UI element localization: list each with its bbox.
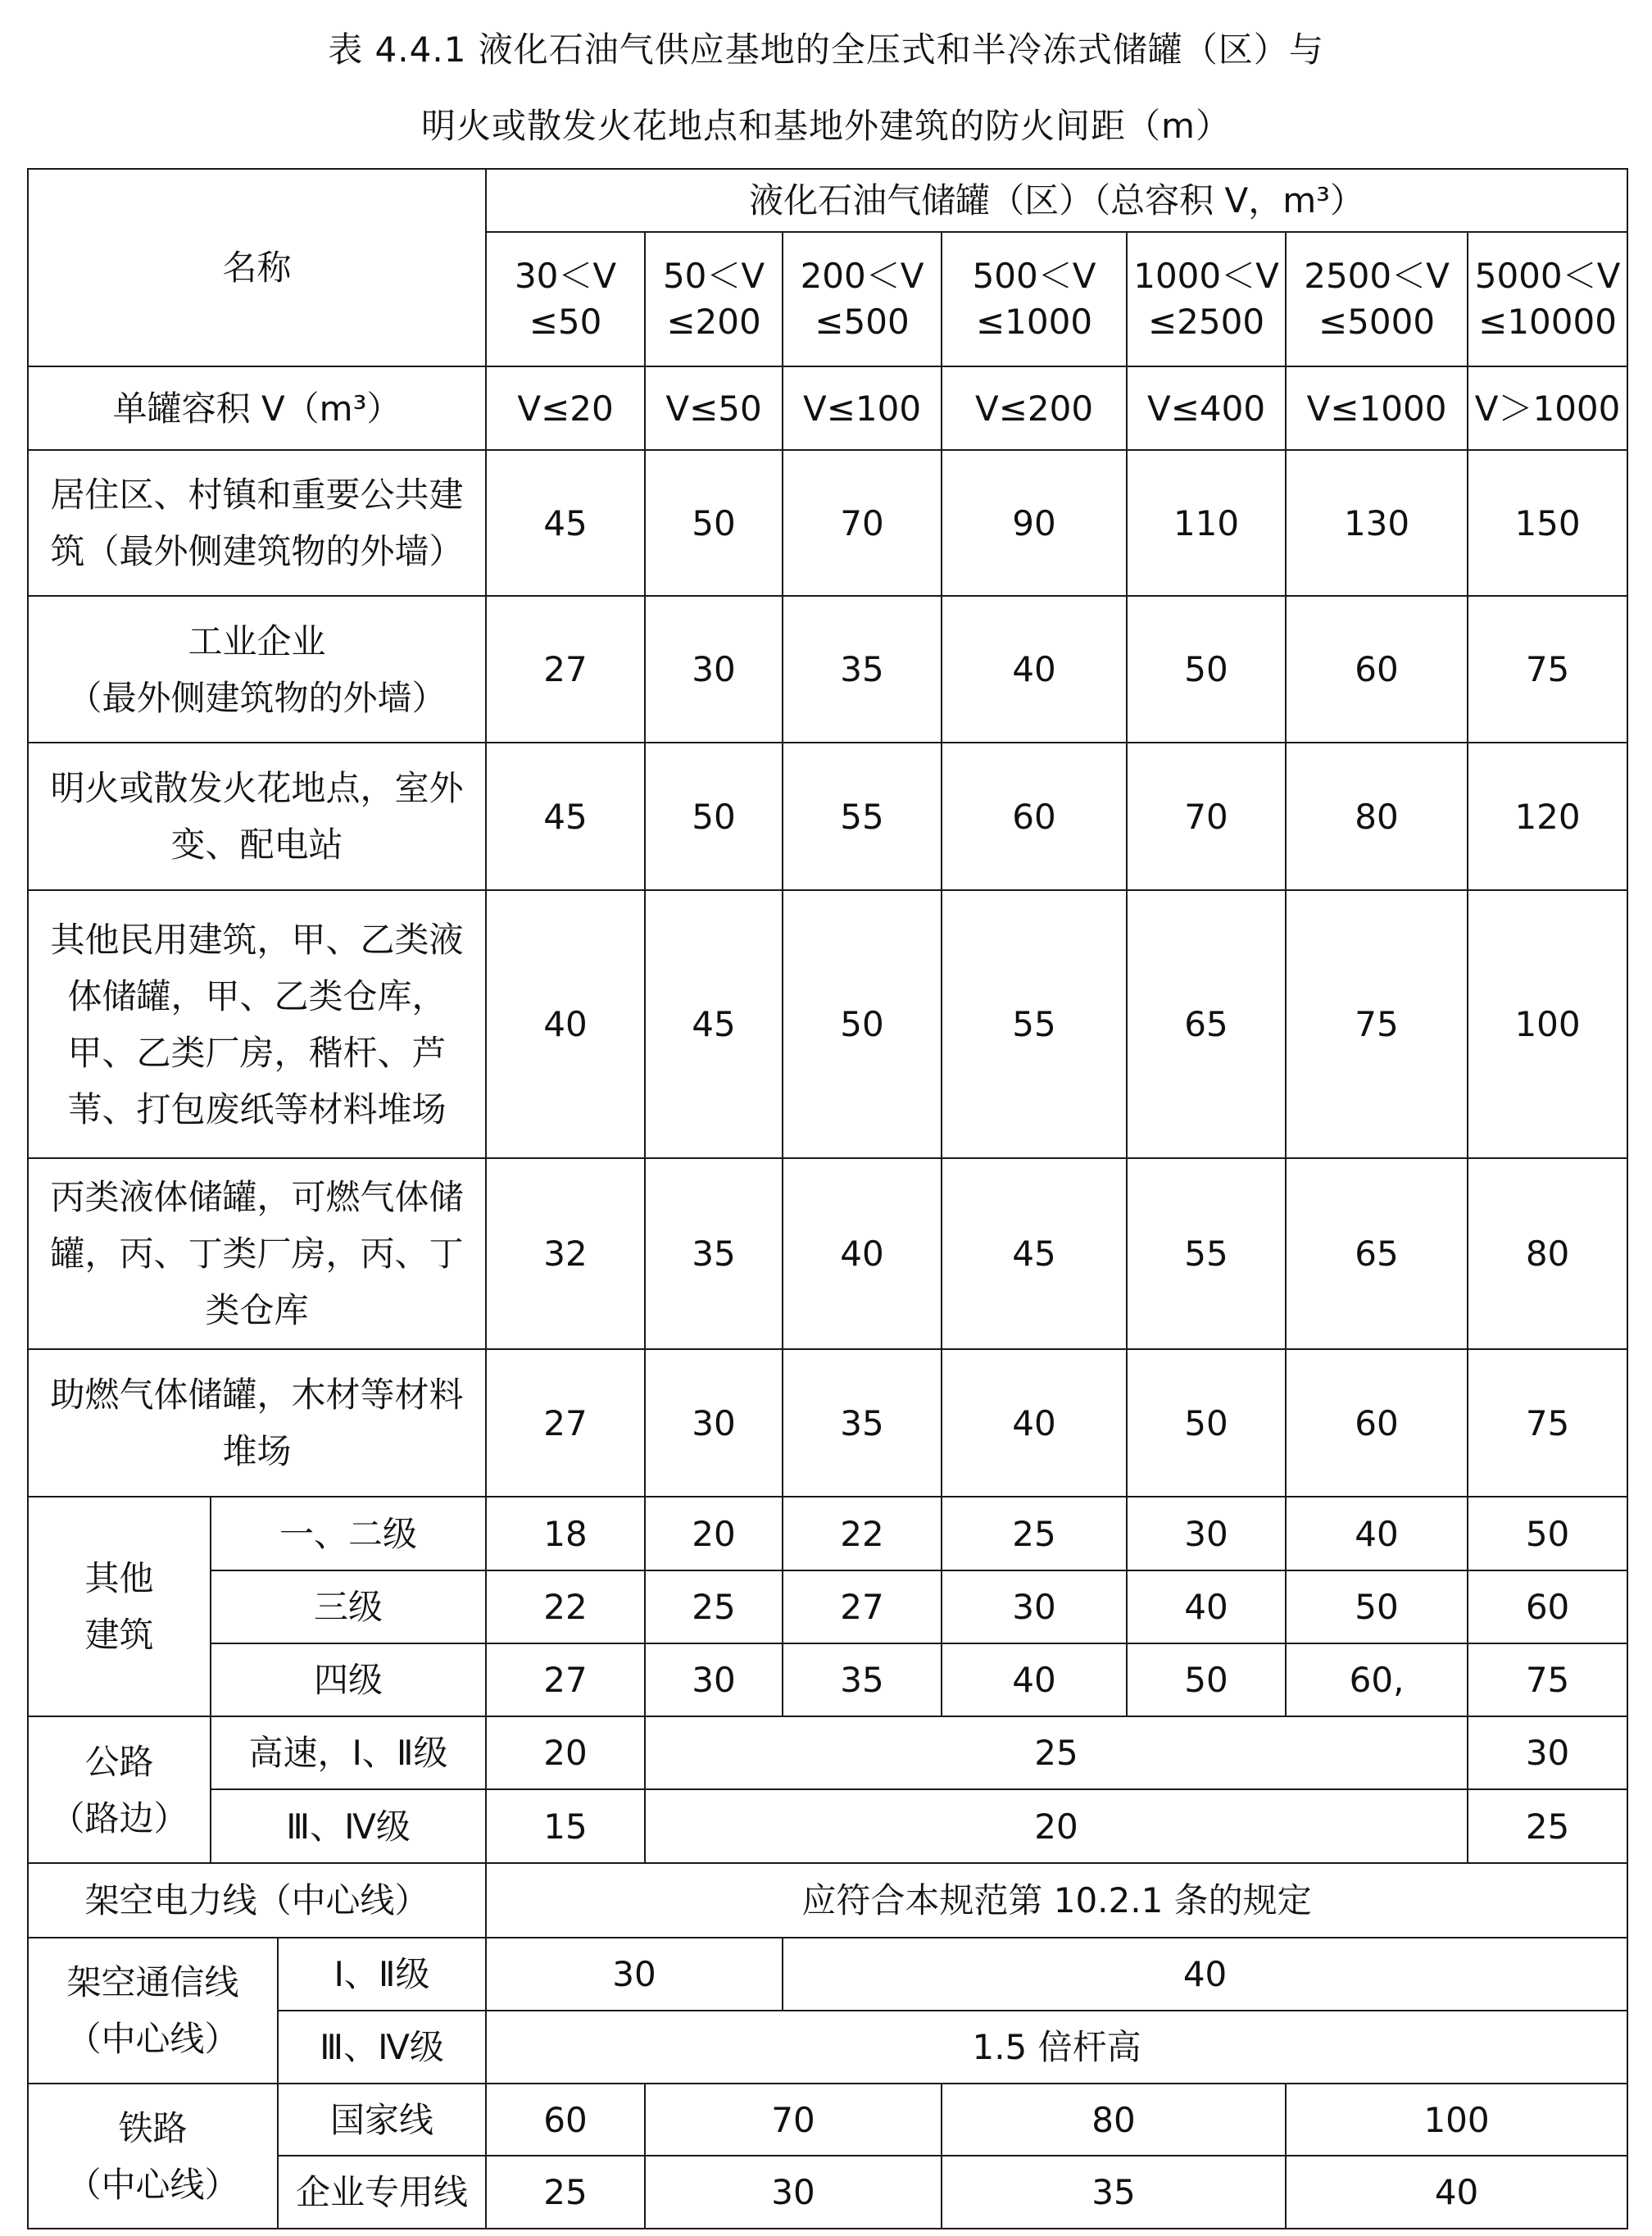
fire-spacing-table: [27, 168, 1628, 2229]
range-cell: 5000＜V ≤10000: [1468, 232, 1627, 366]
value-cell: 25: [645, 1570, 783, 1643]
row-label: 单罐容积 V（m³）: [28, 366, 486, 450]
value-cell-merged: 30: [486, 1938, 783, 2011]
value-cell: 80: [1468, 1158, 1627, 1349]
value-cell: 55: [783, 743, 942, 890]
value-cell: 60: [1468, 1570, 1627, 1643]
value-cell: 27: [486, 1643, 645, 1716]
value-cell: 130: [1286, 450, 1468, 596]
row-other-buildings-grade-4: [28, 1643, 1627, 1716]
value-cell: 50: [1286, 1570, 1468, 1643]
value-cell-merged: 80: [942, 2084, 1286, 2156]
header-name-cell: 名称: [28, 169, 486, 366]
value-cell: V≤20: [486, 366, 645, 450]
row-group-label: 架空通信线 （中心线）: [28, 1938, 278, 2084]
value-cell: 60,: [1286, 1643, 1468, 1716]
value-cell: 60: [1286, 596, 1468, 743]
value-cell-merged: 35: [942, 2156, 1286, 2229]
value-cell: V≤1000: [1286, 366, 1468, 450]
value-cell: 22: [783, 1497, 942, 1570]
row-label: 架空电力线（中心线）: [28, 1863, 486, 1938]
value-cell: 90: [942, 450, 1127, 596]
value-cell-merged: 应符合本规范第 10.2.1 条的规定: [486, 1863, 1627, 1938]
value-cell: 50: [1127, 1643, 1286, 1716]
value-cell: 40: [942, 1643, 1127, 1716]
value-cell: 35: [783, 596, 942, 743]
value-cell: 27: [783, 1570, 942, 1643]
value-cell: 30: [645, 596, 783, 743]
range-cell: 50＜V ≤200: [645, 232, 783, 366]
value-cell: 35: [783, 1349, 942, 1497]
value-cell: 75: [1468, 596, 1627, 743]
value-cell: V≤100: [783, 366, 942, 450]
row-railway-national: [28, 2084, 1627, 2156]
row-sub-label: 三级: [211, 1570, 486, 1643]
value-cell: 70: [1127, 743, 1286, 890]
range-cell: 30＜V ≤50: [486, 232, 645, 366]
value-cell: 50: [645, 450, 783, 596]
value-cell-merged: 30: [645, 2156, 942, 2229]
row-combustion-support: [28, 1349, 1627, 1497]
row-group-label: 公路 （路边）: [28, 1716, 211, 1863]
row-residential: [28, 450, 1627, 596]
value-cell: 22: [486, 1570, 645, 1643]
row-single-tank: [28, 366, 1627, 450]
row-group-label: 其他 建筑: [28, 1497, 211, 1716]
value-cell: 50: [1127, 596, 1286, 743]
value-cell: 50: [645, 743, 783, 890]
value-cell: 15: [486, 1789, 645, 1863]
value-cell: 50: [1127, 1349, 1286, 1497]
row-group-label: 铁路 （中心线）: [28, 2084, 278, 2229]
value-cell: 30: [942, 1570, 1127, 1643]
row-sub-label: Ⅲ、Ⅳ级: [211, 1789, 486, 1863]
row-sub-label: 高速，Ⅰ、Ⅱ级: [211, 1716, 486, 1789]
value-cell: 18: [486, 1497, 645, 1570]
value-cell: 27: [486, 1349, 645, 1497]
value-cell: 75: [1286, 890, 1468, 1158]
value-cell: 30: [645, 1349, 783, 1497]
value-cell-merged: 70: [645, 2084, 942, 2156]
value-cell: 25: [486, 2156, 645, 2229]
row-sub-label: 一、二级: [211, 1497, 486, 1570]
value-cell-merged: 40: [1286, 2156, 1627, 2229]
row-sub-label: Ⅰ、Ⅱ级: [278, 1938, 486, 2011]
value-cell-merged: 100: [1286, 2084, 1627, 2156]
row-label: 工业企业 （最外侧建筑物的外墙）: [28, 596, 486, 743]
row-sub-label: 四级: [211, 1643, 486, 1716]
value-cell: 30: [1468, 1716, 1627, 1789]
value-cell: V≤50: [645, 366, 783, 450]
value-cell: 25: [1468, 1789, 1627, 1863]
row-class-c: [28, 1158, 1627, 1349]
value-cell: 45: [486, 450, 645, 596]
row-other-buildings-grade-1-2: [28, 1497, 1627, 1570]
value-cell: 100: [1468, 890, 1627, 1158]
value-cell: 60: [942, 743, 1127, 890]
row-sub-label: Ⅲ、Ⅳ级: [278, 2011, 486, 2084]
row-civil-class-ab: [28, 890, 1627, 1158]
value-cell: 45: [942, 1158, 1127, 1349]
table-title-line-1: 表 4.4.1 液化石油气供应基地的全压式和半冷冻式储罐（区）与: [328, 30, 1324, 70]
value-cell: 20: [486, 1716, 645, 1789]
value-cell-merged: 1.5 倍杆高: [486, 2011, 1627, 2084]
range-cell: 2500＜V ≤5000: [1286, 232, 1468, 366]
value-cell: 75: [1468, 1643, 1627, 1716]
value-cell-merged: 25: [645, 1716, 1468, 1789]
value-cell: V≤400: [1127, 366, 1286, 450]
row-label: 居住区、村镇和重要公共建 筑（最外侧建筑物的外墙）: [28, 450, 486, 596]
value-cell: 30: [1127, 1497, 1286, 1570]
value-cell: 35: [645, 1158, 783, 1349]
value-cell: 45: [645, 890, 783, 1158]
value-cell: 60: [486, 2084, 645, 2156]
value-cell: 50: [783, 890, 942, 1158]
row-label: 助燃气体储罐，木材等材料 堆场: [28, 1349, 486, 1497]
row-open-fire: [28, 743, 1627, 890]
row-highway-expressway: [28, 1716, 1627, 1789]
value-cell: 110: [1127, 450, 1286, 596]
value-cell: 40: [486, 890, 645, 1158]
value-cell: 50: [1468, 1497, 1627, 1570]
value-cell: 150: [1468, 450, 1627, 596]
value-cell: 32: [486, 1158, 645, 1349]
row-industrial: [28, 596, 1627, 743]
value-cell: 35: [783, 1643, 942, 1716]
row-power-line: [28, 1863, 1627, 1938]
row-label: 其他民用建筑，甲、乙类液 体储罐，甲、乙类仓库， 甲、乙类厂房，稭杆、芦 苇、打包废纸等材料堆场: [28, 890, 486, 1158]
header-row-1: [28, 169, 1627, 232]
value-cell: 60: [1286, 1349, 1468, 1497]
value-cell: 45: [486, 743, 645, 890]
value-cell: V≤200: [942, 366, 1127, 450]
value-cell: 55: [942, 890, 1127, 1158]
value-cell: 20: [645, 1497, 783, 1570]
value-cell: 40: [783, 1158, 942, 1349]
value-cell: 120: [1468, 743, 1627, 890]
range-cell: 1000＜V ≤2500: [1127, 232, 1286, 366]
range-cell: 500＜V ≤1000: [942, 232, 1127, 366]
value-cell: 55: [1127, 1158, 1286, 1349]
row-comm-line-grade-1-2: [28, 1938, 1627, 2011]
value-cell: 65: [1127, 890, 1286, 1158]
value-cell: V＞1000: [1468, 366, 1627, 450]
value-cell: 40: [1286, 1497, 1468, 1570]
row-label: 明火或散发火花地点，室外 变、配电站: [28, 743, 486, 890]
value-cell-merged: 40: [783, 1938, 1627, 2011]
row-highway-grade-3-4: [28, 1789, 1627, 1863]
value-cell: 40: [942, 1349, 1127, 1497]
value-cell-merged: 20: [645, 1789, 1468, 1863]
value-cell: 70: [783, 450, 942, 596]
value-cell: 80: [1286, 743, 1468, 890]
row-other-buildings-grade-3: [28, 1570, 1627, 1643]
value-cell: 65: [1286, 1158, 1468, 1349]
value-cell: 30: [645, 1643, 783, 1716]
table-title-line-2: 明火或散发火花地点和基地外建筑的防火间距（m）: [421, 106, 1231, 146]
row-label: 丙类液体储罐，可燃气体储 罐，丙、丁类厂房，丙、丁 类仓库: [28, 1158, 486, 1349]
value-cell: 27: [486, 596, 645, 743]
value-cell: 40: [942, 596, 1127, 743]
header-group-cell: 液化石油气储罐（区）（总容积 V，m³）: [486, 169, 1627, 232]
row-sub-label: 国家线: [278, 2084, 486, 2156]
range-cell: 200＜V ≤500: [783, 232, 942, 366]
value-cell: 40: [1127, 1570, 1286, 1643]
value-cell: 75: [1468, 1349, 1627, 1497]
row-sub-label: 企业专用线: [278, 2156, 486, 2229]
value-cell: 25: [942, 1497, 1127, 1570]
